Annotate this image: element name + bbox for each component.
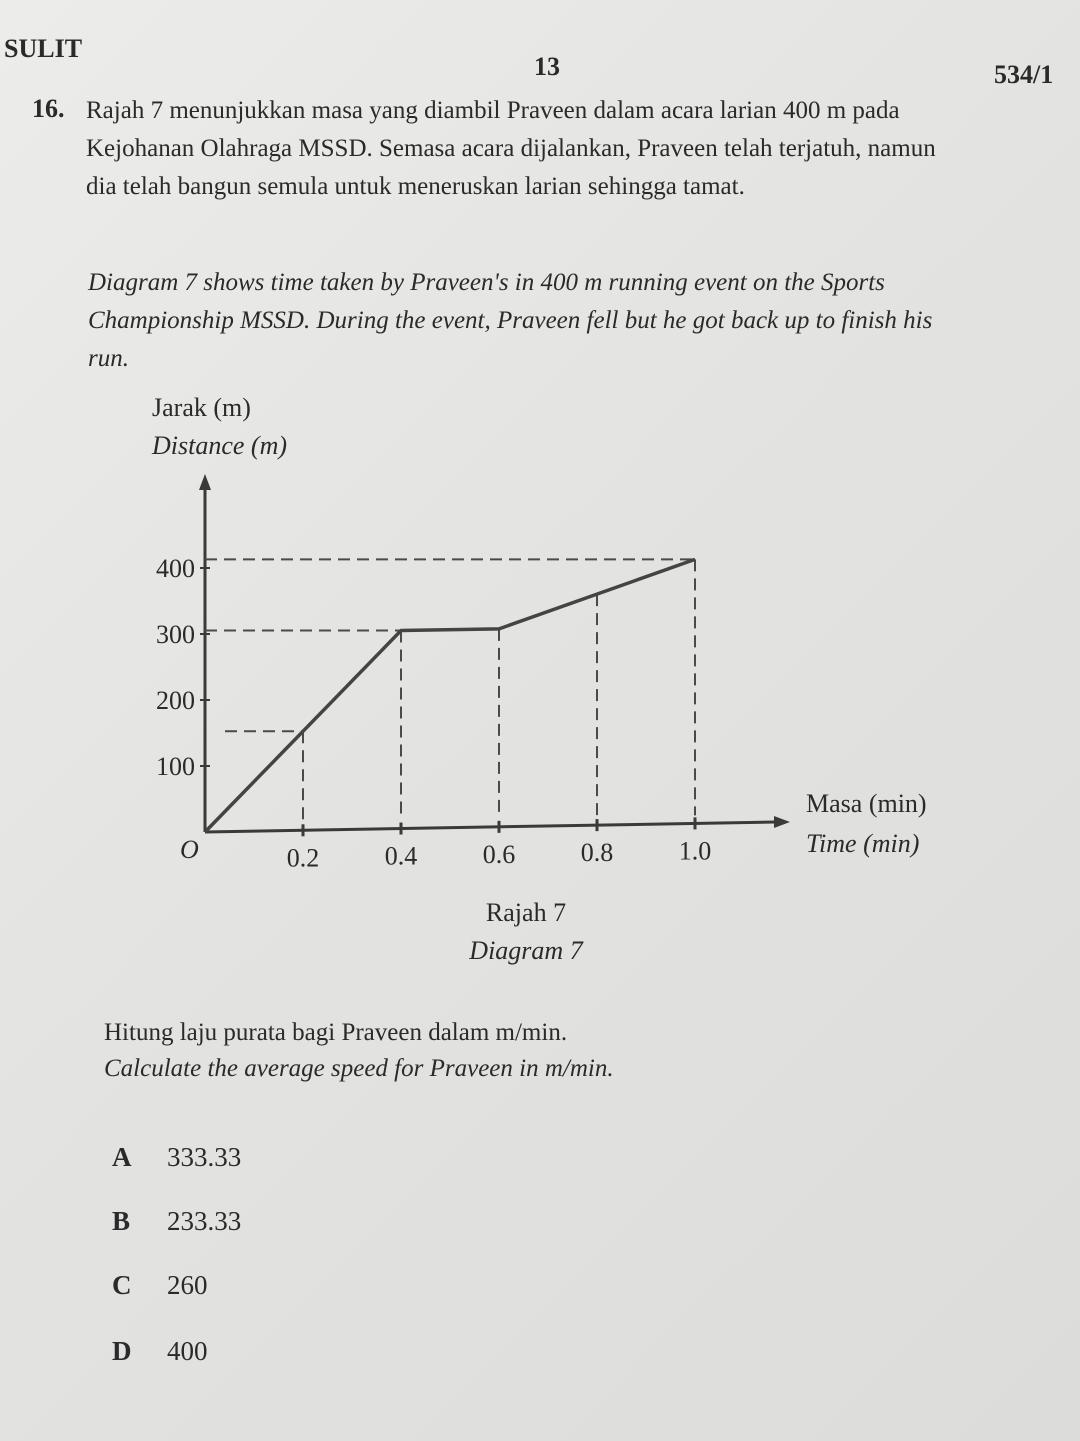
option-b[interactable]	[112, 1206, 241, 1237]
x-axis-label-english: Time (min)	[806, 829, 920, 858]
question-line: Kejohanan Olahraga MSSD. Semasa acara dijalankan, Praveen telah terjatuh, namun	[86, 135, 936, 162]
option-letter: B	[112, 1206, 131, 1236]
option-value: 400	[167, 1336, 208, 1366]
x-tick-label: 1.0	[678, 836, 712, 866]
option-a[interactable]	[112, 1142, 241, 1173]
question-line: Championship MSSD. During the event, Praveen fell but he got back up to finish his	[88, 307, 933, 334]
y-tick-label: 400	[156, 554, 195, 583]
option-letter: D	[112, 1336, 132, 1366]
origin-label: O	[180, 835, 199, 864]
x-axis	[205, 822, 775, 832]
header-label: SULIT	[4, 34, 83, 63]
y-tick-label: 100	[156, 752, 195, 781]
series-line-distance	[205, 559, 695, 832]
x-tick-label: 0.4	[384, 841, 418, 871]
y-axis-arrow	[199, 474, 211, 490]
distance-time-graph	[0, 380, 1080, 880]
y-axis-label-malay: Jarak (m)	[152, 393, 251, 422]
option-letter: A	[112, 1142, 132, 1172]
diagram-caption-malay: Rajah 7	[485, 898, 567, 927]
question-text-malay	[86, 92, 1066, 206]
question-line: Rajah 7 menunjukkan masa yang diambil Praveen dalam acara larian 400 m pada	[86, 97, 900, 124]
paper-code: 534/1	[994, 60, 1054, 89]
question-line: run.	[88, 345, 129, 372]
option-value: 233.33	[167, 1206, 242, 1236]
question-line: dia telah bangun semula untuk meneruskan larian sehingga tamat.	[86, 173, 745, 200]
x-tick-label: 0.2	[286, 843, 320, 873]
option-letter: C	[112, 1270, 132, 1300]
prompt-english: Calculate the average speed for Praveen in m/min.	[104, 1055, 614, 1082]
question-text-english	[88, 264, 1068, 378]
x-tick-label: 0.6	[482, 839, 516, 869]
question-number: 16.	[32, 94, 65, 123]
option-c[interactable]	[112, 1270, 208, 1301]
diagram-caption-english: Diagram 7	[469, 936, 583, 965]
x-axis-label-malay: Masa (min)	[806, 789, 927, 818]
y-tick-label: 200	[156, 686, 195, 715]
prompt-malay: Hitung laju purata bagi Praveen dalam m/min.	[104, 1019, 568, 1046]
option-d[interactable]	[112, 1336, 208, 1367]
y-axis-label-english: Distance (m)	[152, 431, 288, 460]
option-value: 260	[167, 1270, 208, 1300]
y-tick-label: 300	[156, 620, 195, 649]
question-line: Diagram 7 shows time taken by Praveen's in 400 m running event on the Sports	[88, 269, 885, 296]
page-number: 13	[534, 52, 560, 81]
x-tick-label: 0.8	[580, 838, 614, 868]
option-value: 333.33	[167, 1142, 242, 1172]
x-axis-arrow	[774, 816, 790, 828]
